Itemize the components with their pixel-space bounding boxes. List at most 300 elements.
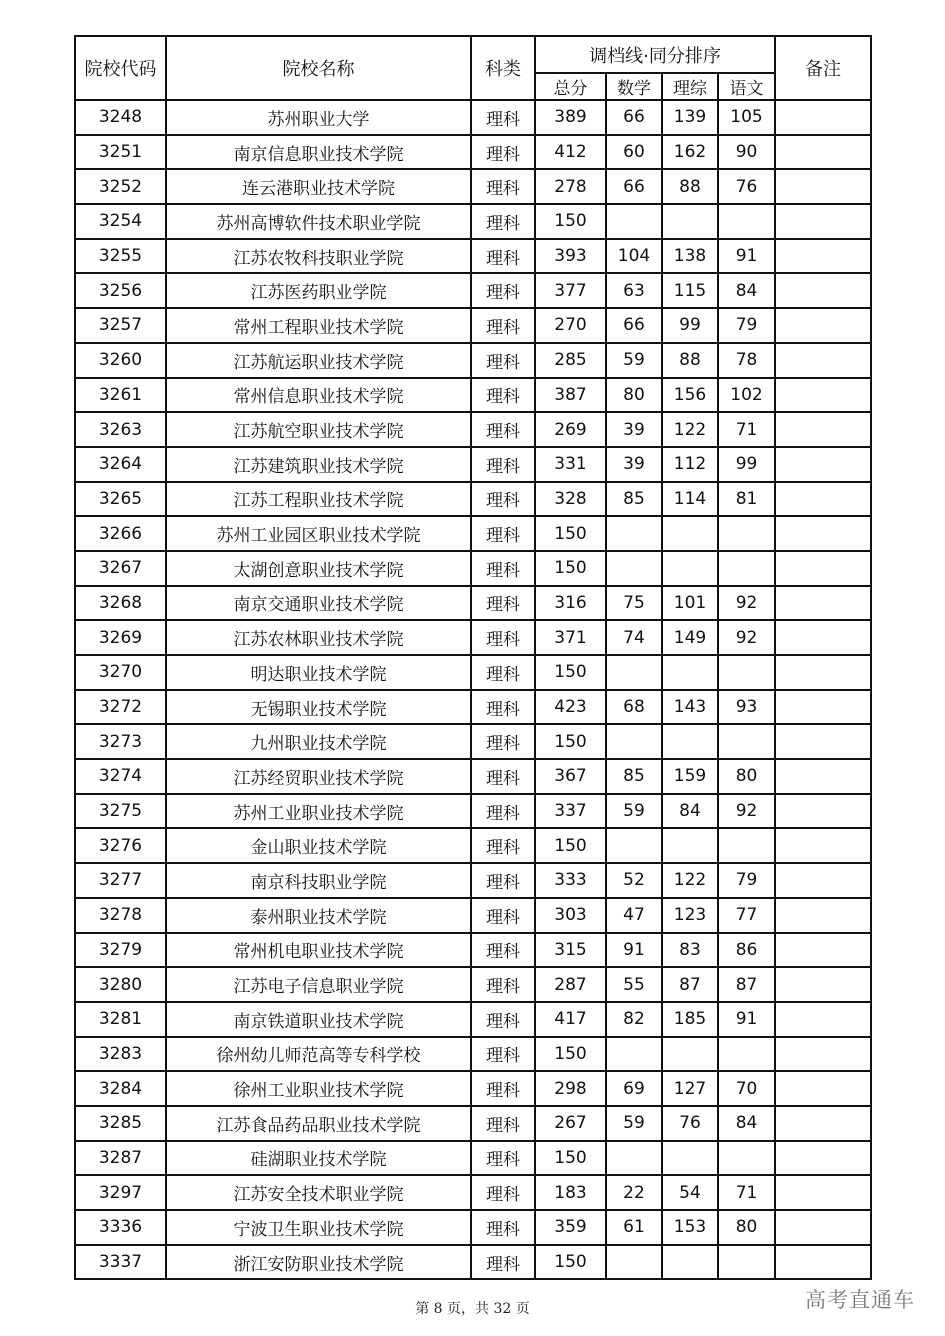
cell-total: 150: [535, 655, 606, 690]
cell-math: 75: [606, 586, 662, 621]
cell-name: 苏州工业职业技术学院: [166, 794, 471, 829]
table-row: [75, 1002, 871, 1037]
cell-notes: [775, 1002, 871, 1037]
cell-lizong: 138: [662, 239, 718, 274]
cell-chinese: 71: [718, 412, 775, 447]
cell-total: 423: [535, 690, 606, 725]
cell-notes: [775, 482, 871, 517]
table-row: [75, 551, 871, 586]
cell-category: 理科: [471, 794, 535, 829]
cell-chinese: 90: [718, 135, 775, 170]
header-math: 数学: [606, 73, 662, 100]
cell-category: 理科: [471, 343, 535, 378]
table-row: [75, 412, 871, 447]
cell-name: 南京铁道职业技术学院: [166, 1002, 471, 1037]
cell-category: 理科: [471, 308, 535, 343]
cell-name: 江苏电子信息职业学院: [166, 967, 471, 1002]
cell-math: 52: [606, 863, 662, 898]
cell-math: [606, 551, 662, 586]
cell-math: 66: [606, 100, 662, 135]
cell-chinese: [718, 828, 775, 863]
cell-lizong: 88: [662, 169, 718, 204]
cell-lizong: 156: [662, 378, 718, 413]
table-row: [75, 239, 871, 274]
cell-math: [606, 1141, 662, 1176]
cell-chinese: 92: [718, 620, 775, 655]
cell-notes: [775, 239, 871, 274]
cell-lizong: 122: [662, 863, 718, 898]
cell-name: 苏州工业园区职业技术学院: [166, 516, 471, 551]
cell-code: 3265: [75, 482, 166, 517]
table-row: [75, 1141, 871, 1176]
cell-total: 285: [535, 343, 606, 378]
cell-notes: [775, 655, 871, 690]
cell-name: 江苏经贸职业技术学院: [166, 759, 471, 794]
cell-category: 理科: [471, 516, 535, 551]
cell-name: 江苏工程职业技术学院: [166, 482, 471, 517]
cell-code: 3279: [75, 933, 166, 968]
cell-category: 理科: [471, 1141, 535, 1176]
cell-category: 理科: [471, 655, 535, 690]
cell-code: 3274: [75, 759, 166, 794]
table-row: [75, 378, 871, 413]
cell-name: 江苏农牧科技职业学院: [166, 239, 471, 274]
cell-name: 常州工程职业技术学院: [166, 308, 471, 343]
cell-notes: [775, 620, 871, 655]
table-row: [75, 516, 871, 551]
cell-notes: [775, 967, 871, 1002]
cell-name: 南京交通职业技术学院: [166, 586, 471, 621]
cell-notes: [775, 1141, 871, 1176]
cell-lizong: [662, 1037, 718, 1072]
cell-name: 江苏食品药品职业技术学院: [166, 1106, 471, 1141]
cell-code: 3256: [75, 273, 166, 308]
cell-chinese: 78: [718, 343, 775, 378]
cell-name: 江苏航空职业技术学院: [166, 412, 471, 447]
table-row: [75, 1245, 871, 1280]
cell-lizong: 84: [662, 794, 718, 829]
table-row: [75, 169, 871, 204]
cell-name: 苏州高博软件技术职业学院: [166, 204, 471, 239]
header-cutoff-group: 调档线·同分排序: [535, 36, 775, 73]
cell-chinese: 99: [718, 447, 775, 482]
cell-name: 无锡职业技术学院: [166, 690, 471, 725]
cell-chinese: 102: [718, 378, 775, 413]
cell-math: 39: [606, 447, 662, 482]
cell-total: 377: [535, 273, 606, 308]
cell-category: 理科: [471, 447, 535, 482]
cell-chinese: 77: [718, 898, 775, 933]
cell-total: 150: [535, 724, 606, 759]
cell-total: 287: [535, 967, 606, 1002]
cell-lizong: 101: [662, 586, 718, 621]
cell-name: 江苏安全技术职业学院: [166, 1175, 471, 1210]
table-row: [75, 620, 871, 655]
cell-notes: [775, 1037, 871, 1072]
cell-code: 3257: [75, 308, 166, 343]
cell-chinese: 93: [718, 690, 775, 725]
cell-lizong: 127: [662, 1071, 718, 1106]
cell-lizong: 88: [662, 343, 718, 378]
cell-lizong: 83: [662, 933, 718, 968]
cell-category: 理科: [471, 551, 535, 586]
cell-code: 3336: [75, 1210, 166, 1245]
cell-category: 理科: [471, 898, 535, 933]
cell-chinese: 76: [718, 169, 775, 204]
cell-math: 59: [606, 794, 662, 829]
cell-name: 九州职业技术学院: [166, 724, 471, 759]
cell-name: 江苏医药职业学院: [166, 273, 471, 308]
cell-total: 267: [535, 1106, 606, 1141]
cell-code: 3263: [75, 412, 166, 447]
cell-lizong: [662, 204, 718, 239]
table-row: [75, 933, 871, 968]
table-row: [75, 828, 871, 863]
cell-lizong: 54: [662, 1175, 718, 1210]
cell-category: 理科: [471, 1210, 535, 1245]
cell-chinese: [718, 551, 775, 586]
cell-total: 387: [535, 378, 606, 413]
cell-notes: [775, 724, 871, 759]
cell-total: 150: [535, 1141, 606, 1176]
cell-code: 3280: [75, 967, 166, 1002]
cell-notes: [775, 516, 871, 551]
table-row: [75, 135, 871, 170]
cell-code: 3252: [75, 169, 166, 204]
cell-chinese: 80: [718, 1210, 775, 1245]
cell-code: 3284: [75, 1071, 166, 1106]
cell-category: 理科: [471, 828, 535, 863]
table-row: [75, 1106, 871, 1141]
cell-chinese: 84: [718, 273, 775, 308]
cell-chinese: [718, 516, 775, 551]
table-row: [75, 1210, 871, 1245]
cell-chinese: 70: [718, 1071, 775, 1106]
header-category: 科类: [471, 36, 535, 100]
cell-chinese: 80: [718, 759, 775, 794]
cell-math: 59: [606, 1106, 662, 1141]
cell-lizong: 87: [662, 967, 718, 1002]
cell-name: 金山职业技术学院: [166, 828, 471, 863]
cell-lizong: [662, 516, 718, 551]
table-row: [75, 724, 871, 759]
cell-lizong: 149: [662, 620, 718, 655]
cell-category: 理科: [471, 759, 535, 794]
header-name: 院校名称: [166, 36, 471, 100]
cell-code: 3275: [75, 794, 166, 829]
cell-math: 39: [606, 412, 662, 447]
cell-total: 393: [535, 239, 606, 274]
cell-name: 徐州幼儿师范高等专科学校: [166, 1037, 471, 1072]
cell-notes: [775, 308, 871, 343]
cell-math: [606, 724, 662, 759]
cell-chinese: 86: [718, 933, 775, 968]
cell-category: 理科: [471, 135, 535, 170]
cell-notes: [775, 898, 871, 933]
cell-lizong: [662, 551, 718, 586]
cell-lizong: 139: [662, 100, 718, 135]
cell-math: [606, 1245, 662, 1280]
cell-code: 3264: [75, 447, 166, 482]
cell-chinese: [718, 1245, 775, 1280]
cell-name: 徐州工业职业技术学院: [166, 1071, 471, 1106]
cell-math: 91: [606, 933, 662, 968]
cell-category: 理科: [471, 378, 535, 413]
cell-total: 412: [535, 135, 606, 170]
cell-total: 333: [535, 863, 606, 898]
cell-lizong: [662, 724, 718, 759]
cell-category: 理科: [471, 204, 535, 239]
header-lizong: 理综: [662, 73, 718, 100]
cell-chinese: 92: [718, 586, 775, 621]
cell-category: 理科: [471, 863, 535, 898]
cell-code: 3273: [75, 724, 166, 759]
header-code: 院校代码: [75, 36, 166, 100]
cell-total: 150: [535, 551, 606, 586]
cell-chinese: 91: [718, 239, 775, 274]
cell-code: 3337: [75, 1245, 166, 1280]
cell-code: 3248: [75, 100, 166, 135]
cell-lizong: 112: [662, 447, 718, 482]
table-row: [75, 759, 871, 794]
cell-lizong: 153: [662, 1210, 718, 1245]
cell-code: 3260: [75, 343, 166, 378]
cell-category: 理科: [471, 620, 535, 655]
cell-chinese: 71: [718, 1175, 775, 1210]
cell-math: 60: [606, 135, 662, 170]
cell-chinese: 105: [718, 100, 775, 135]
cell-category: 理科: [471, 482, 535, 517]
cell-chinese: 79: [718, 308, 775, 343]
cell-notes: [775, 586, 871, 621]
cell-code: 3285: [75, 1106, 166, 1141]
cell-total: 150: [535, 1245, 606, 1280]
cell-math: 22: [606, 1175, 662, 1210]
cell-chinese: [718, 204, 775, 239]
cell-lizong: [662, 1245, 718, 1280]
cell-total: 367: [535, 759, 606, 794]
table-row: [75, 482, 871, 517]
cell-notes: [775, 169, 871, 204]
cell-total: 150: [535, 828, 606, 863]
cell-math: 66: [606, 308, 662, 343]
cell-math: [606, 204, 662, 239]
cell-notes: [775, 690, 871, 725]
cell-category: 理科: [471, 273, 535, 308]
cell-notes: [775, 100, 871, 135]
cell-chinese: 91: [718, 1002, 775, 1037]
cell-notes: [775, 378, 871, 413]
cell-lizong: 76: [662, 1106, 718, 1141]
cell-total: 371: [535, 620, 606, 655]
header-total: 总分: [535, 73, 606, 100]
cell-total: 298: [535, 1071, 606, 1106]
cell-total: 315: [535, 933, 606, 968]
cell-lizong: [662, 655, 718, 690]
cell-math: 80: [606, 378, 662, 413]
cell-total: 359: [535, 1210, 606, 1245]
cell-chinese: 81: [718, 482, 775, 517]
cell-notes: [775, 828, 871, 863]
cell-code: 3281: [75, 1002, 166, 1037]
cell-name: 明达职业技术学院: [166, 655, 471, 690]
cell-math: 85: [606, 482, 662, 517]
cell-notes: [775, 1071, 871, 1106]
cell-math: 74: [606, 620, 662, 655]
cell-name: 江苏建筑职业技术学院: [166, 447, 471, 482]
cell-code: 3297: [75, 1175, 166, 1210]
cell-math: [606, 655, 662, 690]
cell-lizong: [662, 1141, 718, 1176]
table-row: [75, 794, 871, 829]
cell-math: 59: [606, 343, 662, 378]
cell-code: 3268: [75, 586, 166, 621]
table-row: [75, 586, 871, 621]
admission-cutoff-table: [74, 35, 872, 1280]
cell-notes: [775, 759, 871, 794]
cell-category: 理科: [471, 1071, 535, 1106]
cell-category: 理科: [471, 690, 535, 725]
table-row: [75, 273, 871, 308]
cell-total: 417: [535, 1002, 606, 1037]
cell-lizong: 115: [662, 273, 718, 308]
cell-category: 理科: [471, 967, 535, 1002]
cell-total: 183: [535, 1175, 606, 1210]
cell-total: 278: [535, 169, 606, 204]
cell-category: 理科: [471, 1002, 535, 1037]
cell-category: 理科: [471, 1175, 535, 1210]
cell-math: [606, 828, 662, 863]
cell-notes: [775, 204, 871, 239]
cell-notes: [775, 1106, 871, 1141]
cell-category: 理科: [471, 169, 535, 204]
cell-math: 63: [606, 273, 662, 308]
cell-total: 337: [535, 794, 606, 829]
cell-category: 理科: [471, 586, 535, 621]
cell-math: 55: [606, 967, 662, 1002]
cell-math: 68: [606, 690, 662, 725]
cell-notes: [775, 1210, 871, 1245]
cell-chinese: 87: [718, 967, 775, 1002]
cell-lizong: 159: [662, 759, 718, 794]
cell-chinese: [718, 1141, 775, 1176]
cell-code: 3276: [75, 828, 166, 863]
table-row: [75, 1175, 871, 1210]
table-row: [75, 863, 871, 898]
cell-code: 3270: [75, 655, 166, 690]
cell-notes: [775, 1245, 871, 1280]
cell-code: 3266: [75, 516, 166, 551]
cell-name: 连云港职业技术学院: [166, 169, 471, 204]
header-chinese: 语文: [718, 73, 775, 100]
cell-total: 328: [535, 482, 606, 517]
cell-chinese: 79: [718, 863, 775, 898]
cell-code: 3267: [75, 551, 166, 586]
cell-lizong: 185: [662, 1002, 718, 1037]
cell-category: 理科: [471, 1037, 535, 1072]
cell-code: 3251: [75, 135, 166, 170]
table-row: [75, 1071, 871, 1106]
cell-math: 61: [606, 1210, 662, 1245]
table-row: [75, 1037, 871, 1072]
cell-math: 69: [606, 1071, 662, 1106]
cell-category: 理科: [471, 933, 535, 968]
cell-chinese: [718, 655, 775, 690]
table-row: [75, 898, 871, 933]
cell-total: 303: [535, 898, 606, 933]
table-row: [75, 100, 871, 135]
cell-category: 理科: [471, 412, 535, 447]
cell-notes: [775, 1175, 871, 1210]
cell-math: 85: [606, 759, 662, 794]
cell-category: 理科: [471, 724, 535, 759]
cell-total: 150: [535, 516, 606, 551]
cell-notes: [775, 343, 871, 378]
cell-category: 理科: [471, 1245, 535, 1280]
cell-code: 3261: [75, 378, 166, 413]
cell-name: 常州信息职业技术学院: [166, 378, 471, 413]
cell-code: 3287: [75, 1141, 166, 1176]
cell-name: 南京信息职业技术学院: [166, 135, 471, 170]
table-body: [75, 100, 871, 1279]
cell-code: 3283: [75, 1037, 166, 1072]
cell-lizong: 143: [662, 690, 718, 725]
cell-math: [606, 516, 662, 551]
cell-lizong: 99: [662, 308, 718, 343]
cell-total: 389: [535, 100, 606, 135]
cell-lizong: 162: [662, 135, 718, 170]
cell-code: 3254: [75, 204, 166, 239]
cell-total: 316: [535, 586, 606, 621]
cell-name: 浙江安防职业技术学院: [166, 1245, 471, 1280]
cell-notes: [775, 933, 871, 968]
cell-code: 3272: [75, 690, 166, 725]
table-row: [75, 343, 871, 378]
cell-math: 66: [606, 169, 662, 204]
cell-notes: [775, 447, 871, 482]
cell-lizong: 123: [662, 898, 718, 933]
cell-chinese: 84: [718, 1106, 775, 1141]
table-row: [75, 204, 871, 239]
cell-math: 82: [606, 1002, 662, 1037]
cell-lizong: 122: [662, 412, 718, 447]
cell-math: 47: [606, 898, 662, 933]
cell-lizong: 114: [662, 482, 718, 517]
cell-code: 3277: [75, 863, 166, 898]
cell-name: 硅湖职业技术学院: [166, 1141, 471, 1176]
cell-lizong: [662, 828, 718, 863]
table-row: [75, 308, 871, 343]
cell-name: 太湖创意职业技术学院: [166, 551, 471, 586]
cell-total: 150: [535, 1037, 606, 1072]
cell-name: 南京科技职业学院: [166, 863, 471, 898]
cell-chinese: [718, 724, 775, 759]
table-row: [75, 967, 871, 1002]
cell-name: 苏州职业大学: [166, 100, 471, 135]
cell-name: 常州机电职业技术学院: [166, 933, 471, 968]
cell-notes: [775, 794, 871, 829]
cell-total: 269: [535, 412, 606, 447]
cell-name: 宁波卫生职业技术学院: [166, 1210, 471, 1245]
table-row: [75, 447, 871, 482]
brand-watermark: 高考直通车: [805, 1288, 915, 1312]
header-notes: 备注: [775, 36, 871, 100]
cell-notes: [775, 135, 871, 170]
cell-math: 104: [606, 239, 662, 274]
cell-notes: [775, 863, 871, 898]
cell-notes: [775, 273, 871, 308]
cell-notes: [775, 551, 871, 586]
